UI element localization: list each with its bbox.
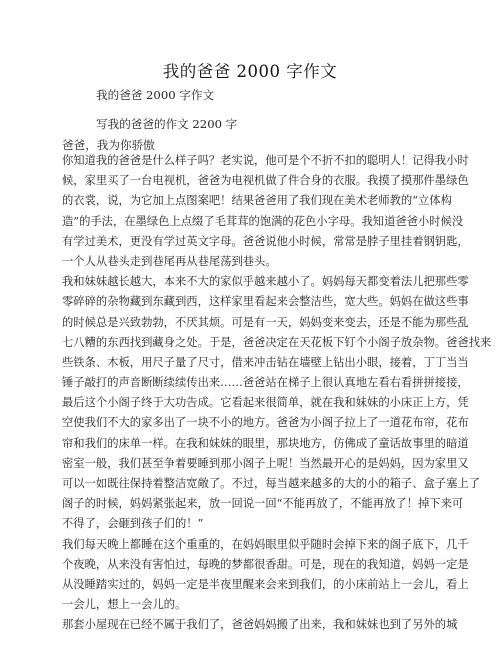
essay-heading: 写我的爸爸的作文 2200 字 — [96, 117, 238, 131]
paragraph-line: 那套小屋现在已经不属于我们了，爸爸妈妈搬了出来，我和妹妹也到了另外的城 — [62, 618, 458, 632]
paragraph-line: 帘和我们的床单一样。在我和妹妹的眼里，那块地方，仿佛成了童话故事里的暗道 — [62, 436, 469, 450]
paragraph-line: 候，家里买了一台电视机，爸爸为电视机做了件合身的衣服。我摸了摸那件墨绿色 — [62, 174, 469, 188]
paragraph-line: 我和妹妹越长越大，本来不大的家似乎越来越小了。妈妈每天都变着法儿把那些零 — [62, 275, 469, 289]
paragraph-line: 你知道我的爸爸是什么样子吗？老实说，他可是个不折不扣的聪明人！记得我小时 — [62, 154, 469, 167]
paragraph-line: 最后这个小阁子终于大功告成。它看起来很简单，就在我和妹妹的小床正上方，凭 — [62, 396, 469, 410]
paragraph-line: 阁子的时候，妈妈紧张起来，放一回说一回“不能再放了，不能再放了！掉下来可 — [62, 497, 464, 511]
paragraph-line: 不得了，会砸到孩子们的！” — [62, 517, 204, 531]
document-title: 我的爸爸 2000 字作文 — [162, 62, 338, 81]
paragraph-line: 我们每天晚上都睡在这个重重的，在妈妈眼里似乎随时会掉下来的阁子底下，几千 — [62, 537, 469, 551]
document-subtitle: 我的爸爸 2000 字作文 — [96, 88, 215, 102]
paragraph-line: 一会儿，想上一会儿的。 — [62, 598, 187, 612]
paragraph-line: 一个人从巷头走到巷尾再从巷尾荡到巷头。 — [62, 254, 277, 268]
paragraph-line: 零碎碎的杂物藏到东藏到西，这样家里看起来会整洁些，宽大些。妈妈在做这些事 — [62, 295, 469, 309]
paragraph-line: 有学过美术，更没有学过英文字母。爸爸说他小时候，常常是脖子里挂着钢钥匙， — [62, 234, 469, 248]
paragraph-line: 个夜晚，从来没有害怕过，每晚的梦都很香甜。可是，现在的我知道，妈妈一定是 — [62, 557, 469, 571]
paragraph-line: 的时候总是兴致勃勃，不厌其烦。可是有一天，妈妈变来变去，还是不能为那些乱 — [62, 315, 469, 329]
paragraph-line: 锤子敲打的声音断断续续传出来……爸爸站在梯子上很认真地左看右看拼拼接接， — [62, 376, 469, 390]
paragraph-line: 密室一般，我们甚至争着要睡到那小阁子上呢！当然最开心的是妈妈，因为家里又 — [62, 456, 469, 470]
paragraph-line: 从没睡踏实过的，妈妈一定是半夜里醒来会来到我们，的小床前站上一会儿，看上 — [62, 577, 469, 591]
essay-body — [62, 151, 492, 636]
paragraph-line: 造”的手法，在墨绿色上点缀了毛茸茸的饱满的花色小字母。我知道爸爸小时候没 — [62, 214, 464, 228]
paragraph-line: 些铁条、木板，用尺子量了尺寸，借来冲击钻在墙壁上钻出小眼，接着，丁丁当当 — [62, 355, 469, 369]
paragraph-line: 七八糟的东西找到藏身之处。于是，爸爸决定在天花板下钉个小阁子放杂物。爸爸找来 — [62, 335, 492, 349]
essay-greeting: 爸爸，我为你骄傲 — [62, 138, 155, 152]
paragraph-line: 可以一如既往保持着整洁宽敞了。不过，每当越来越多的大的小的箱子、盒子塞上了 — [62, 477, 480, 490]
paragraph-line: 空使我们不大的家多出了一块不小的地方。爸爸为小阁子拉上了一道花布帘，花布 — [62, 416, 469, 430]
paragraph-line: 的衣裳，说，为它加上点图案吧！结果爸爸用了我们现在美术老师教的“立体构 — [62, 194, 452, 208]
